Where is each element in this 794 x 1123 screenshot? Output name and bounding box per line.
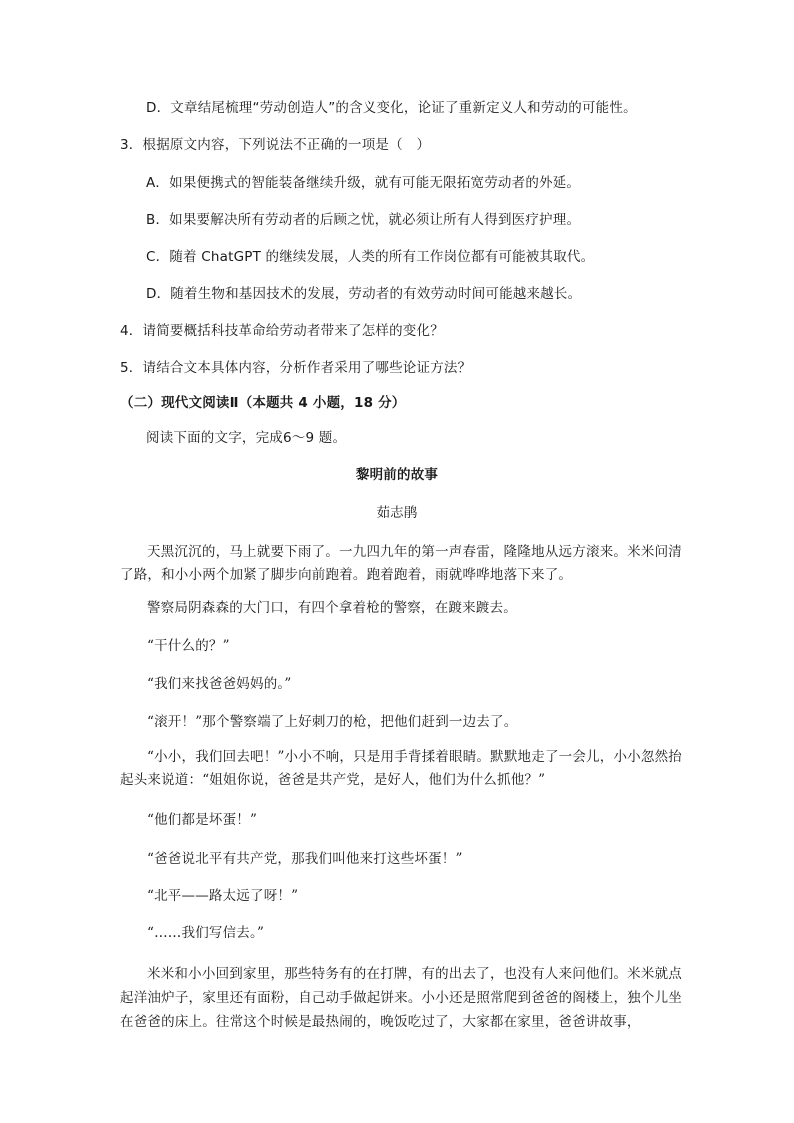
question-3-option-b: B．如果要解决所有劳动者的后顾之忧，就必须让所有人得到医疗护理。: [146, 212, 581, 228]
story-paragraph: “滚开！”那个警察端了上好刺刀的枪，把他们赶到一边去了。: [147, 714, 518, 730]
story-paragraph: 警察局阴森森的大门口，有四个拿着枪的警察，在踱来踱去。: [147, 600, 517, 616]
story-dialogue: “干什么的？”: [147, 638, 230, 654]
question-4: 4．请简要概括科技革命给劳动者带来了怎样的变化？: [120, 323, 444, 339]
question-3-option-a: A．如果便携式的智能装备继续升级，就有可能无限拓宽劳动者的外延。: [146, 175, 581, 191]
question-5: 5．请结合文本具体内容，分析作者采用了哪些论证方法？: [120, 360, 472, 376]
story-dialogue: “……我们写信去。”: [147, 925, 265, 941]
story-title: 黎明前的故事: [355, 467, 439, 483]
question-3-option-c: C．随着 ChatGPT 的继续发展，人类的所有工作岗位都有可能被其取代。: [146, 249, 595, 265]
question-3-option-d: D．随着生物和基因技术的发展，劳动者的有效劳动时间可能越来越长。: [146, 286, 582, 302]
section-instruction: 阅读下面的文字，完成6～9 题。: [146, 430, 347, 446]
question-2-option-d: D．文章结尾梳理“劳动创造人”的含义变化，论证了重新定义人和劳动的可能性。: [146, 100, 637, 116]
story-paragraph: 米米和小小回到家里，那些特务有的在打牌，有的出去了，也没有人来问他们。米米就点起洋油炉子，家里还有面粉，自己动手做起饼来。小小还是照常爬到爸爸的阁楼上，独个儿坐在爸爸的床上。往常这个时候是最热闹的，晚饭吃过了，大家都在家里，爸爸讲故事，: [120, 966, 682, 1030]
story-author: 茹志鹃: [376, 505, 418, 521]
story-dialogue: “我们来找爸爸妈妈的。”: [147, 676, 292, 692]
story-dialogue: “爸爸说北平有共产党，那我们叫他来打这些坏蛋！”: [147, 851, 463, 867]
story-dialogue: “北平——路太远了呀！”: [147, 888, 299, 904]
story-paragraph: “小小，我们回去吧！”小小不响，只是用手背揉着眼睛。默默地走了一会儿，小小忽然抬起头来说道：“姐姐你说，爸爸是共产党，是好人，他们为什么抓他？”: [120, 749, 682, 788]
section-heading: （二）现代文阅读Ⅱ（本题共 4 小题，18 分）: [120, 395, 406, 411]
story-paragraph: 天黑沉沉的，马上就要下雨了。一九四九年的第一声春雷，隆隆地从远方滚来。米米问清了路，和小小两个加紧了脚步向前跑着。跑着跑着，雨就哗哗地落下来了。: [120, 544, 682, 583]
story-dialogue: “他们都是坏蛋！”: [147, 812, 258, 828]
question-3-stem: 3．根据原文内容，下列说法不正确的一项是（ ）: [120, 137, 431, 153]
